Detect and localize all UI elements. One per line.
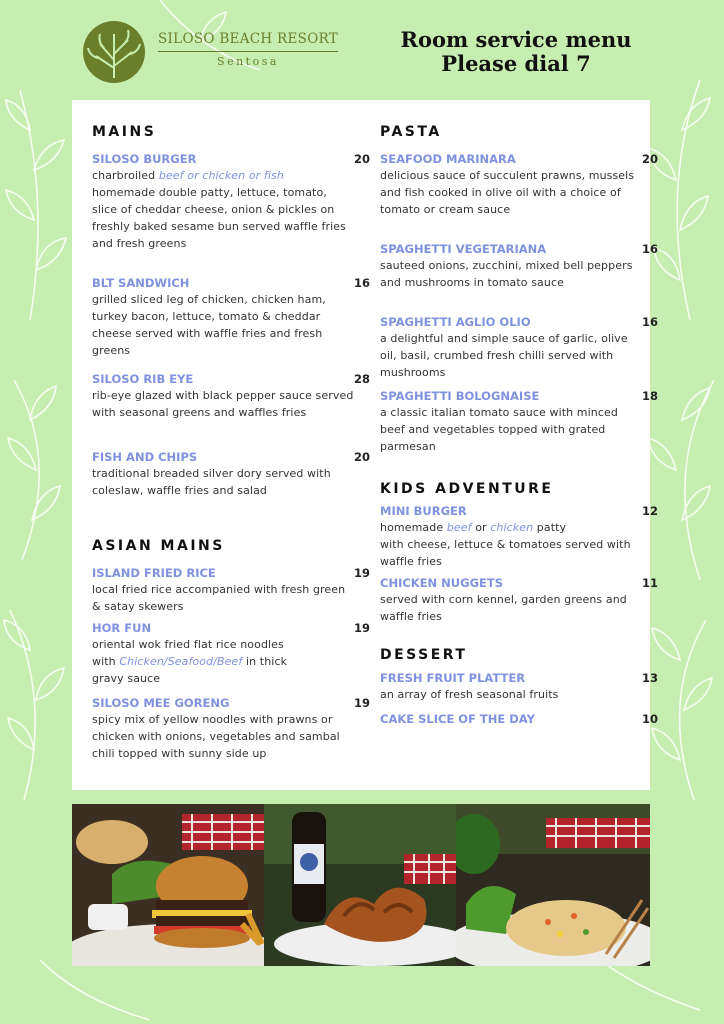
menu-item-mee-goreng [92,696,370,762]
menu-item-spaghetti-aglio-olio [380,315,658,381]
menu-item-spaghetti-vegetariana [380,242,658,291]
menu-item-siloso-burger [92,152,370,252]
item-description: served with corn kennel, garden greens and waffle fries [380,593,627,623]
item-price: 28 [353,372,370,386]
item-name: CHICKEN NUGGETS [380,576,504,590]
item-name: SPAGHETTI AGLIO OLIO [380,315,531,329]
item-description: a classic italian tomato sauce with minced beef and vegetables topped with grated parmesan [380,406,618,453]
menu-item-spaghetti-bolognaise [380,389,658,455]
photo-burger [72,804,264,966]
brand-location: Sentosa [217,55,279,68]
item-description: rib-eye glazed with black pepper sauce served with seasonal greens and waffles fries [92,389,354,419]
item-name: SILOSO RIB EYE [92,372,194,386]
menu-item-blt-sandwich [92,276,370,359]
menu-item-fresh-fruit-platter [380,671,658,703]
item-price: 16 [641,315,658,329]
item-name: MINI BURGER [380,504,467,518]
menu-item-rib-eye [92,372,370,421]
item-description: spicy mix of yellow noodles with prawns or chicken with onions, vegetables and sambal chili topped with sunny side up [92,713,340,760]
item-price: 19 [353,696,370,710]
item-description: homemade beef or chicken patty with cheese, lettuce & tomatoes served with waffle fries [380,521,631,568]
item-name: HOR FUN [92,621,152,635]
item-name: SILOSO MEE GORENG [92,696,230,710]
menu-item-seafood-marinara [380,152,658,218]
brand-name: SILOSO BEACH RESORT [158,31,339,47]
item-price: 16 [641,242,658,256]
menu-item-chicken-nuggets [380,576,658,625]
item-price: 19 [353,621,370,635]
item-name: FRESH FRUIT PLATTER [380,671,526,685]
item-description: grilled sliced leg of chicken, chicken ham, turkey bacon, lettuce, tomato & cheddar cheese served with waffle fries and fresh greens [92,293,326,357]
item-price: 20 [353,152,370,166]
item-name: BLT SANDWICH [92,276,190,290]
brand-block [158,31,338,68]
photo-fried-rice [456,804,650,966]
menu-item-cake-slice [380,712,658,727]
item-description: delicious sauce of succulent prawns, mussels and fish cooked in olive oil with a choice of tomato or cream sauce [380,169,635,216]
menu-item-fish-and-chips [92,450,370,499]
section-mains: MAINS [92,124,157,140]
photo-chicken-wings [264,804,456,966]
item-price: 13 [641,671,658,685]
item-description: traditional breaded silver dory served with coleslaw, waffle fries and salad [92,467,331,497]
heading-title: Room service menu [400,27,632,52]
item-price: 11 [641,576,658,590]
item-name: CAKE SLICE OF THE DAY [380,712,535,726]
resort-logo [82,20,146,84]
menu-card [72,100,658,790]
item-name: SILOSO BURGER [92,152,197,166]
item-description: a delightful and simple sauce of garlic, olive oil, basil, crumbed fresh chilli served with mushrooms [380,332,628,379]
menu-item-mini-burger [380,504,658,570]
item-name: SPAGHETTI BOLOGNAISE [380,389,540,403]
item-price: 19 [353,566,370,580]
item-description: an array of fresh seasonal fruits [380,688,559,701]
item-description: local fried rice accompanied with fresh green & satay skewers [92,583,346,613]
menu-heading [376,28,656,76]
heading-dial: Please dial 7 [441,51,591,76]
item-description: sauteed onions, zucchini, mixed bell peppers and mushrooms in tomato sauce [380,259,633,289]
section-pasta: PASTA [380,124,442,140]
item-name: ISLAND FRIED RICE [92,566,216,580]
menu-item-island-fried-rice [92,566,370,615]
item-price: 12 [641,504,658,518]
item-price: 20 [641,152,658,166]
brand-divider [158,51,338,52]
item-price: 16 [353,276,370,290]
section-kids-adventure: KIDS ADVENTURE [380,481,554,497]
menu-item-hor-fun [92,621,370,687]
item-description: charbroiled beef or chicken or fish homemade double patty, lettuce, tomato, slice of cheddar cheese, onion & pickles on freshly baked sesame bun served waffle fries and fresh greens [92,169,346,250]
item-name: SEAFOOD MARINARA [380,152,516,166]
section-asian-mains: ASIAN MAINS [92,538,225,554]
item-price: 20 [353,450,370,464]
item-name: SPAGHETTI VEGETARIANA [380,242,547,256]
item-description: oriental wok fried flat rice noodles with Chicken/Seafood/Beef in thick gravy sauce [92,638,288,685]
item-price: 10 [641,712,658,726]
section-dessert: DESSERT [380,647,468,663]
item-name: FISH AND CHIPS [92,450,198,464]
item-price: 18 [641,389,658,403]
